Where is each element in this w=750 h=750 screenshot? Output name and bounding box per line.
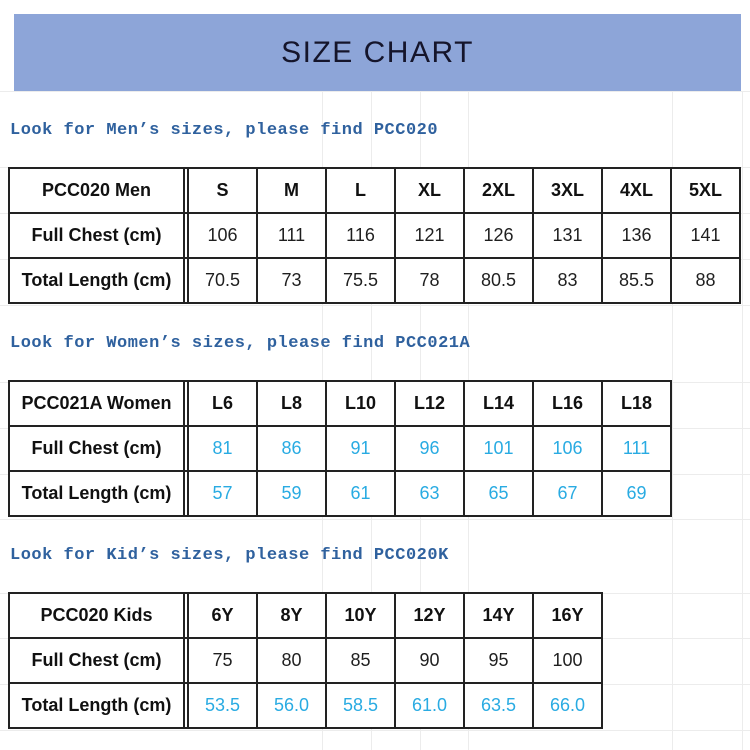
value-cell: 91 bbox=[326, 426, 395, 471]
row-label-cell: Full Chest (cm) bbox=[9, 426, 184, 471]
men-size-table bbox=[8, 167, 741, 304]
value-cell: 58.5 bbox=[326, 683, 395, 728]
size-header-cell: M bbox=[257, 168, 326, 213]
value-cell: 67 bbox=[533, 471, 602, 516]
row-label-cell: Full Chest (cm) bbox=[9, 638, 184, 683]
value-cell: 90 bbox=[395, 638, 464, 683]
value-cell: 78 bbox=[395, 258, 464, 303]
size-header-cell: S bbox=[188, 168, 257, 213]
value-cell: 69 bbox=[602, 471, 671, 516]
size-header-cell: 12Y bbox=[395, 593, 464, 638]
value-cell: 136 bbox=[602, 213, 671, 258]
table-title-cell: PCC020 Men bbox=[9, 168, 184, 213]
section-men bbox=[8, 121, 748, 316]
value-cell: 56.0 bbox=[257, 683, 326, 728]
value-cell: 88 bbox=[671, 258, 740, 303]
size-header-cell: L16 bbox=[533, 381, 602, 426]
size-header-cell: 5XL bbox=[671, 168, 740, 213]
value-cell: 106 bbox=[533, 426, 602, 471]
row-label-cell: Full Chest (cm) bbox=[9, 213, 184, 258]
women-size-table bbox=[8, 380, 672, 517]
value-cell: 141 bbox=[671, 213, 740, 258]
row-label-cell: Total Length (cm) bbox=[9, 258, 184, 303]
value-cell: 75.5 bbox=[326, 258, 395, 303]
value-cell: 111 bbox=[257, 213, 326, 258]
value-cell: 59 bbox=[257, 471, 326, 516]
row-label-cell: Total Length (cm) bbox=[9, 683, 184, 728]
value-cell: 126 bbox=[464, 213, 533, 258]
value-cell: 100 bbox=[533, 638, 602, 683]
size-header-cell: L18 bbox=[602, 381, 671, 426]
value-cell: 70.5 bbox=[188, 258, 257, 303]
value-cell: 85 bbox=[326, 638, 395, 683]
section-heading-kids: Look for Kid’s sizes, please find PCC020K bbox=[10, 546, 449, 565]
size-header-cell: L12 bbox=[395, 381, 464, 426]
value-cell: 53.5 bbox=[188, 683, 257, 728]
value-cell: 63.5 bbox=[464, 683, 533, 728]
value-cell: 63 bbox=[395, 471, 464, 516]
gridline bbox=[0, 91, 750, 92]
section-heading-women: Look for Women’s sizes, please find PCC021A bbox=[10, 334, 471, 353]
value-cell: 61 bbox=[326, 471, 395, 516]
row-label-cell: Total Length (cm) bbox=[9, 471, 184, 516]
value-cell: 111 bbox=[602, 426, 671, 471]
value-cell: 121 bbox=[395, 213, 464, 258]
section-heading-men: Look for Men’s sizes, please find PCC020 bbox=[10, 121, 439, 140]
value-cell: 106 bbox=[188, 213, 257, 258]
value-cell: 80.5 bbox=[464, 258, 533, 303]
kids-size-table bbox=[8, 592, 603, 729]
size-header-cell: XL bbox=[395, 168, 464, 213]
table-title-cell: PCC021A Women bbox=[9, 381, 184, 426]
size-header-cell: 8Y bbox=[257, 593, 326, 638]
value-cell: 73 bbox=[257, 258, 326, 303]
size-header-cell: 3XL bbox=[533, 168, 602, 213]
value-cell: 81 bbox=[188, 426, 257, 471]
value-cell: 86 bbox=[257, 426, 326, 471]
value-cell: 85.5 bbox=[602, 258, 671, 303]
value-cell: 57 bbox=[188, 471, 257, 516]
value-cell: 101 bbox=[464, 426, 533, 471]
size-header-cell: 10Y bbox=[326, 593, 395, 638]
size-header-cell: 6Y bbox=[188, 593, 257, 638]
section-kids bbox=[8, 546, 748, 741]
size-header-cell: 14Y bbox=[464, 593, 533, 638]
value-cell: 75 bbox=[188, 638, 257, 683]
table-title-cell: PCC020 Kids bbox=[9, 593, 184, 638]
value-cell: 95 bbox=[464, 638, 533, 683]
page-title: SIZE CHART bbox=[281, 35, 474, 69]
value-cell: 116 bbox=[326, 213, 395, 258]
value-cell: 66.0 bbox=[533, 683, 602, 728]
value-cell: 61.0 bbox=[395, 683, 464, 728]
value-cell: 131 bbox=[533, 213, 602, 258]
size-header-cell: 2XL bbox=[464, 168, 533, 213]
size-header-cell: L6 bbox=[188, 381, 257, 426]
value-cell: 80 bbox=[257, 638, 326, 683]
value-cell: 96 bbox=[395, 426, 464, 471]
value-cell: 83 bbox=[533, 258, 602, 303]
size-chart-header-band bbox=[14, 14, 741, 91]
size-header-cell: L8 bbox=[257, 381, 326, 426]
section-women bbox=[8, 334, 748, 529]
size-header-cell: L bbox=[326, 168, 395, 213]
size-header-cell: 4XL bbox=[602, 168, 671, 213]
size-header-cell: L14 bbox=[464, 381, 533, 426]
value-cell: 65 bbox=[464, 471, 533, 516]
size-header-cell: L10 bbox=[326, 381, 395, 426]
size-header-cell: 16Y bbox=[533, 593, 602, 638]
